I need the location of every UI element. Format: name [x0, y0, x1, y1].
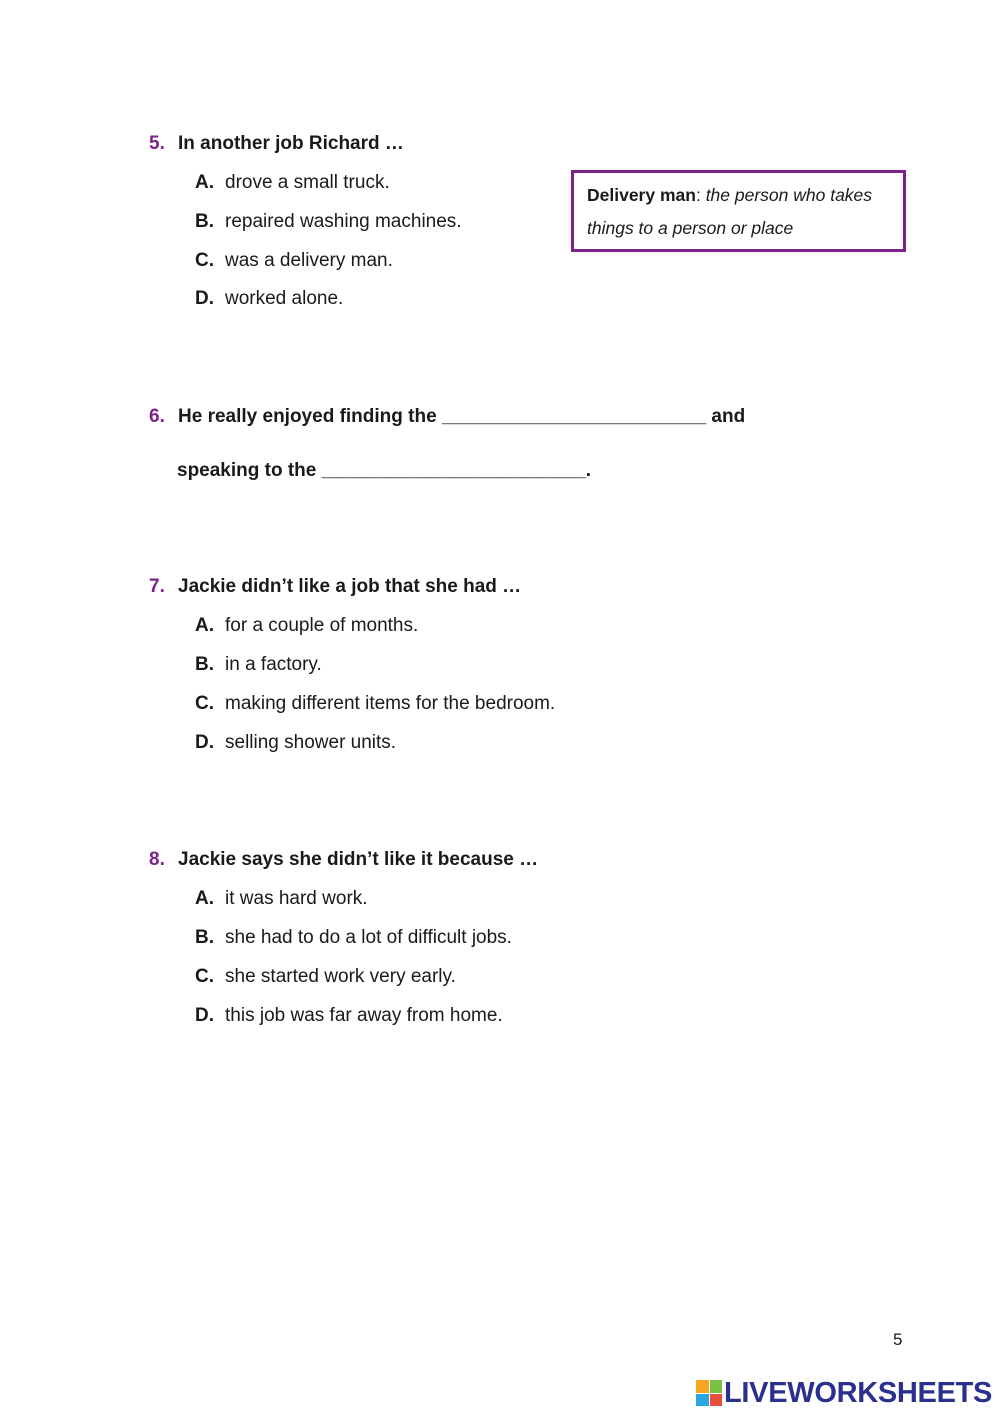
option-text: drove a small truck.	[225, 172, 390, 193]
option-text: repaired washing machines.	[225, 211, 462, 232]
liveworksheets-logo	[696, 1378, 992, 1408]
q8-option-c	[195, 966, 456, 988]
glossary-definition: the person who takes things to a person or place	[587, 185, 873, 238]
option-letter: A.	[195, 888, 214, 909]
option-letter: C.	[195, 250, 214, 271]
page-number: 5	[893, 1330, 903, 1349]
question-8-title	[149, 849, 538, 871]
q5-option-a	[195, 172, 390, 194]
question-text: Jackie says she didn’t like it because …	[178, 849, 539, 870]
q8-option-b	[195, 927, 512, 949]
q5-option-c	[195, 250, 393, 272]
option-letter: D.	[195, 732, 214, 753]
glossary-box	[571, 170, 906, 252]
option-text: selling shower units.	[225, 732, 397, 753]
question-text: In another job Richard …	[178, 133, 404, 154]
question-text-line-1[interactable]: He really enjoyed finding the _________________________ and	[178, 406, 746, 427]
option-letter: B.	[195, 211, 214, 232]
question-5-title	[149, 133, 404, 155]
glossary-term: Delivery man	[587, 185, 696, 205]
logo-wordmark: LIVEWORKSHEETS	[724, 1376, 993, 1409]
option-letter: A.	[195, 172, 214, 193]
q7-option-a	[195, 615, 418, 637]
option-text: in a factory.	[225, 654, 322, 675]
q7-option-c	[195, 693, 555, 715]
option-letter: D.	[195, 288, 214, 309]
question-7-title	[149, 576, 521, 598]
option-letter: D.	[195, 1005, 214, 1026]
glossary-separator: :	[695, 185, 706, 205]
question-text-line-2[interactable]: speaking to the _________________________.	[177, 460, 592, 481]
question-number: 5.	[149, 133, 165, 154]
option-letter: C.	[195, 693, 214, 714]
question-6-title	[149, 406, 745, 428]
option-letter: B.	[195, 927, 214, 948]
q7-option-d	[195, 732, 396, 754]
q5-option-d	[195, 288, 343, 310]
question-6-line-2	[177, 460, 591, 482]
option-text: it was hard work.	[225, 888, 368, 909]
question-text: Jackie didn’t like a job that she had …	[178, 576, 522, 597]
option-text: she started work very early.	[225, 966, 456, 987]
question-number: 7.	[149, 576, 165, 597]
logo-icon	[696, 1380, 722, 1406]
q8-option-d	[195, 1005, 503, 1027]
option-text: was a delivery man.	[225, 250, 393, 271]
option-letter: A.	[195, 615, 214, 636]
q8-option-a	[195, 888, 368, 910]
option-text: making different items for the bedroom.	[225, 693, 556, 714]
question-number: 6.	[149, 406, 165, 427]
option-letter: B.	[195, 654, 214, 675]
option-letter: C.	[195, 966, 214, 987]
option-text: this job was far away from home.	[225, 1005, 503, 1026]
q7-option-b	[195, 654, 322, 676]
question-number: 8.	[149, 849, 165, 870]
option-text: for a couple of months.	[225, 615, 419, 636]
option-text: worked alone.	[225, 288, 344, 309]
q5-option-b	[195, 211, 462, 233]
option-text: she had to do a lot of difficult jobs.	[225, 927, 512, 948]
